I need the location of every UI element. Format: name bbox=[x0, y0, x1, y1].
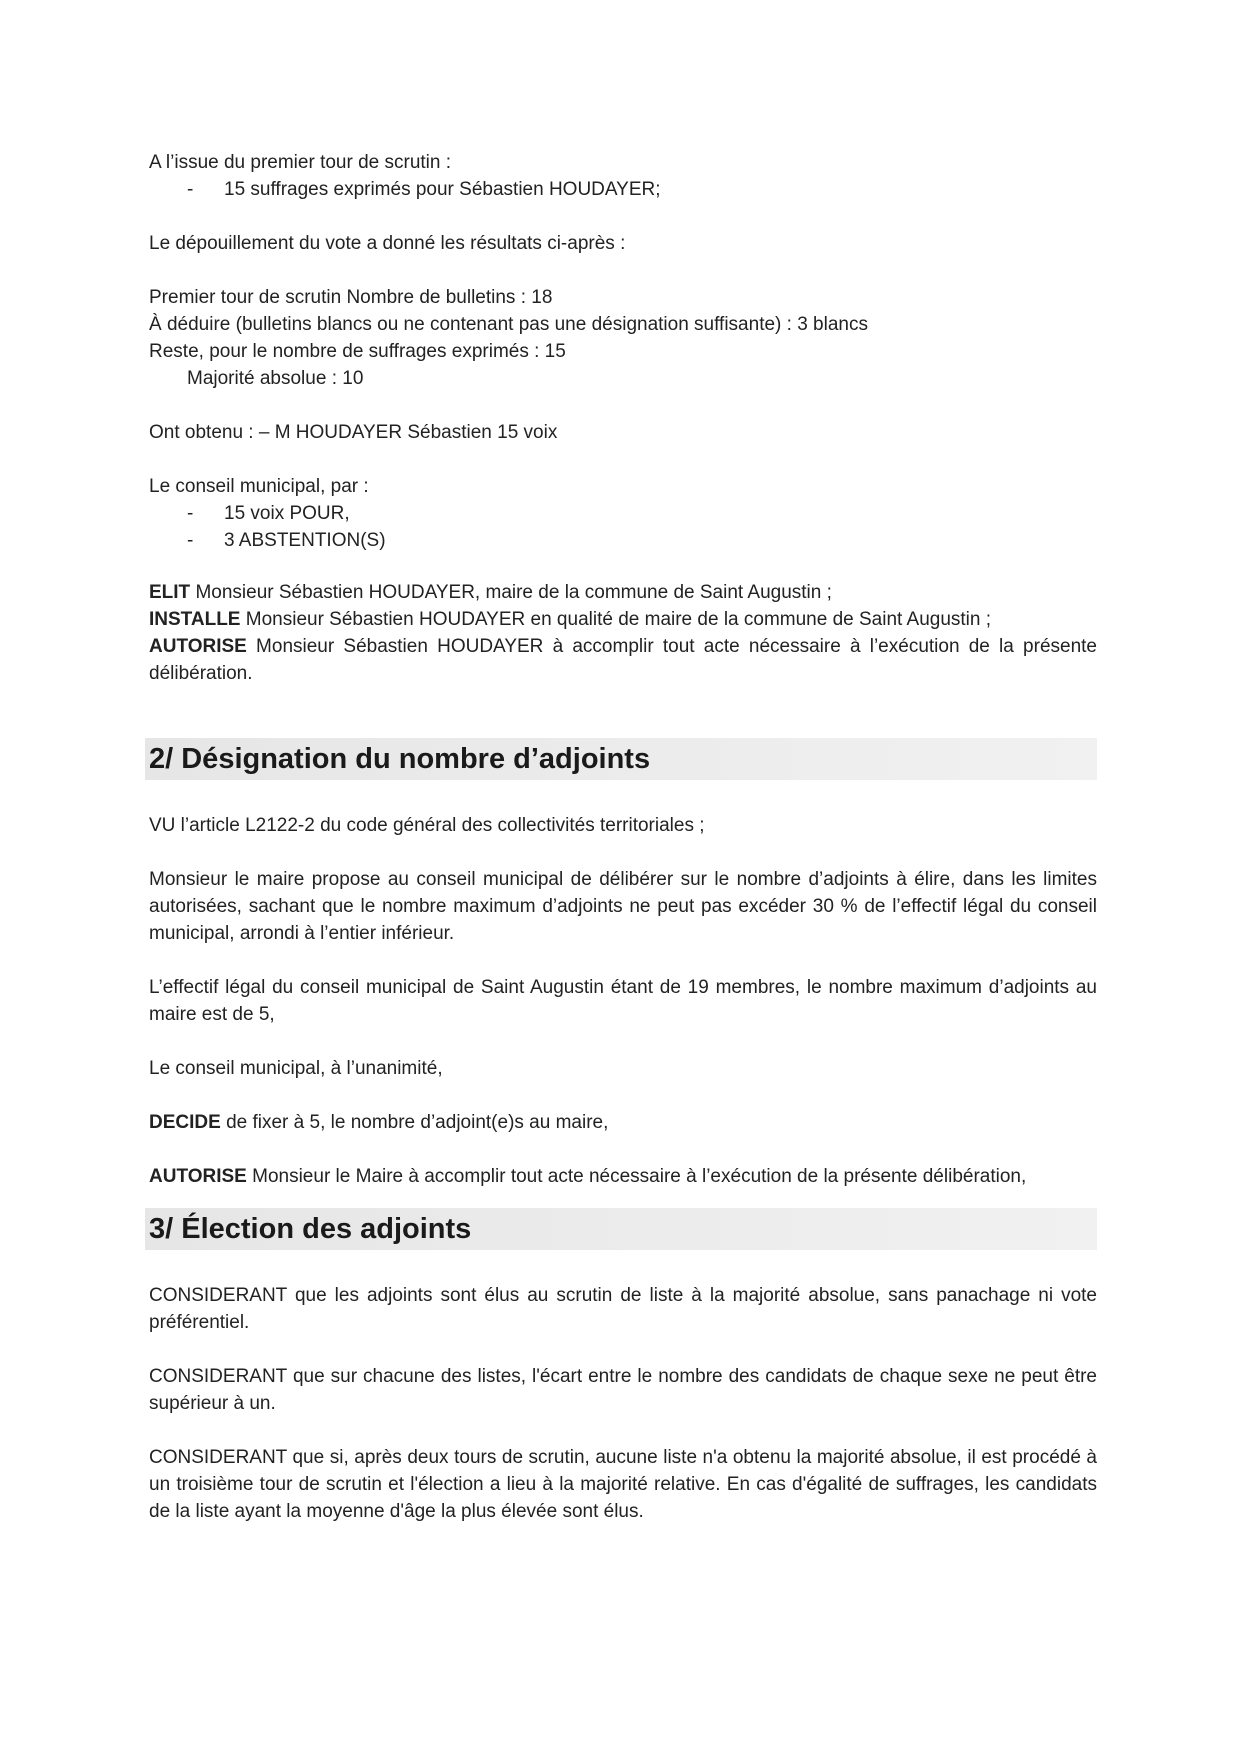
expressed-votes: Reste, pour le nombre de suffrages exprimés : 15 bbox=[149, 341, 566, 362]
decision-text: Monsieur le Maire à accomplir tout acte nécessaire à l’exécution de la présente délibération, bbox=[246, 1166, 1027, 1187]
legal-headcount: L’effectif légal du conseil municipal de Saint Augustin étant de 19 membres, le nombre maximum d’adjoints au maire est de 5, bbox=[149, 977, 1097, 1025]
vote-list bbox=[149, 500, 1097, 554]
decision-decide bbox=[149, 1109, 1097, 1136]
decision-autorise-maire bbox=[149, 1163, 1097, 1190]
keyword: ELIT bbox=[149, 582, 191, 603]
blank-ballots: À déduire (bulletins blancs ou ne contenant pas une désignation suffisante) : 3 blancs bbox=[149, 314, 868, 335]
obtained-votes: Ont obtenu : – M HOUDAYER Sébastien 15 voix bbox=[149, 422, 558, 443]
keyword: AUTORISE bbox=[149, 1166, 247, 1187]
first-round-intro: A l’issue du premier tour de scrutin : bbox=[149, 152, 452, 173]
section-3-title: 3/ Élection des adjoints bbox=[149, 1212, 472, 1245]
considerant-1: CONSIDERANT que les adjoints sont élus au scrutin de liste à la majorité absolue, sans panachage ni vote préférentiel. bbox=[149, 1285, 1097, 1333]
decision-text: Monsieur Sébastien HOUDAYER en qualité de maire de la commune de Saint Augustin ; bbox=[240, 609, 992, 630]
list-item: - 3 ABSTENTION(S) bbox=[149, 527, 1097, 554]
list-item: - 15 voix POUR, bbox=[149, 500, 1097, 527]
list-item: - 15 suffrages exprimés pour Sébastien HOUDAYER; bbox=[149, 176, 1097, 203]
mayor-proposal: Monsieur le maire propose au conseil municipal de délibérer sur le nombre d’adjoints à élire, dans les limites autorisées, sachant que le nombre maximum d’adjoints ne peut pas excéder 30 % de l’effectif légal du conseil municipal, arrondi à l’entier inférieur. bbox=[149, 869, 1097, 944]
document-body bbox=[149, 149, 1097, 1525]
keyword: DECIDE bbox=[149, 1112, 221, 1133]
decision-text: Monsieur Sébastien HOUDAYER, maire de la commune de Saint Augustin ; bbox=[190, 582, 832, 603]
first-round-result bbox=[149, 149, 1097, 203]
ballots-count: Premier tour de scrutin Nombre de bulletins : 18 bbox=[149, 287, 553, 308]
council-vote-intro: Le conseil municipal, par : bbox=[149, 476, 369, 497]
council-vote bbox=[149, 473, 1097, 554]
considerant-3: CONSIDERANT que si, après deux tours de scrutin, aucune liste n'a obtenu la majorité absolue, il est procédé à un troisième tour de scrutin et l'élection a lieu à la majorité relative. En cas d'égalité de suffrages, les candidats de la liste ayant la moyenne d'âge la plus élevée sont élus. bbox=[149, 1447, 1097, 1522]
considerant-2: CONSIDERANT que sur chacune des listes, l'écart entre le nombre des candidats de chaque sexe ne peut être supérieur à un. bbox=[149, 1366, 1097, 1414]
section-2-title: 2/ Désignation du nombre d’adjoints bbox=[149, 742, 651, 775]
decisions bbox=[149, 579, 1097, 687]
count-intro: Le dépouillement du vote a donné les résultats ci-après : bbox=[149, 233, 626, 254]
unanimity: Le conseil municipal, à l’unanimité, bbox=[149, 1058, 443, 1079]
keyword: AUTORISE bbox=[149, 636, 247, 657]
absolute-majority: Majorité absolue : 10 bbox=[187, 368, 364, 389]
decision-elit bbox=[149, 579, 1097, 606]
decision-installe bbox=[149, 606, 1097, 633]
legal-reference: VU l’article L2122-2 du code général des collectivités territoriales ; bbox=[149, 815, 705, 836]
keyword: INSTALLE bbox=[149, 609, 241, 630]
section-2-header bbox=[145, 738, 1097, 780]
section-3-header bbox=[145, 1208, 1097, 1250]
first-round-list bbox=[149, 176, 1097, 203]
count-results bbox=[149, 284, 1097, 392]
decision-text: de fixer à 5, le nombre d’adjoint(e)s au maire, bbox=[220, 1112, 609, 1133]
decision-text: Monsieur Sébastien HOUDAYER à accomplir tout acte nécessaire à l’exécution de la présente délibération. bbox=[149, 636, 1097, 684]
decision-autorise bbox=[149, 633, 1097, 687]
